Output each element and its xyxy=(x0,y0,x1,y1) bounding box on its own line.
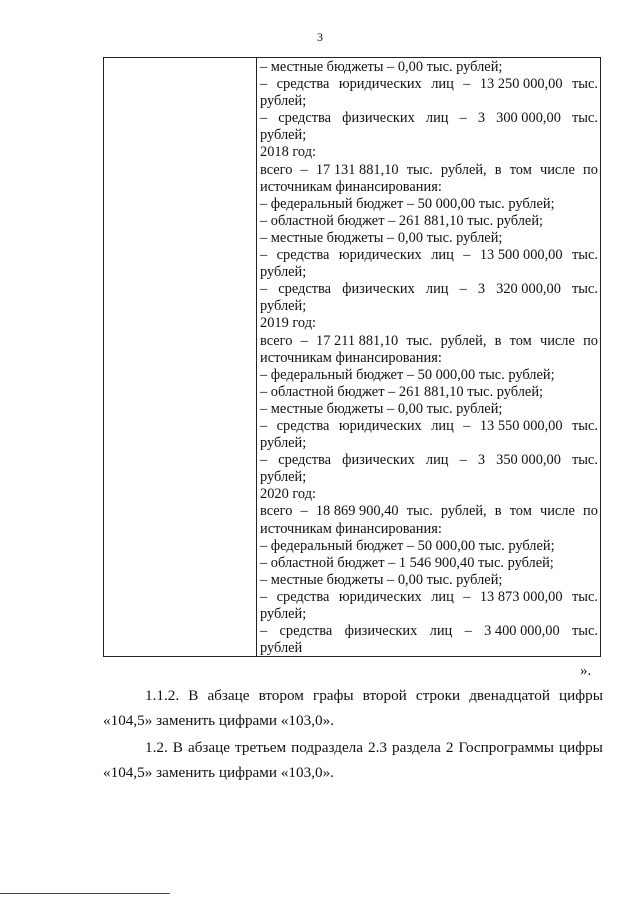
table-line: источникам финансирования: xyxy=(260,178,442,195)
table-line-word: всего xyxy=(260,503,293,520)
table-line: 2019 год: xyxy=(260,315,317,332)
paragraph-word: цифры xyxy=(559,687,603,704)
table-line: 2020 год: xyxy=(260,486,317,503)
table-line-word: средства xyxy=(279,623,333,640)
table-line-word: средства xyxy=(276,588,330,605)
table-line-word: – xyxy=(260,110,268,127)
table-line-word: числе xyxy=(539,503,575,520)
table-line-word: лиц xyxy=(429,623,453,640)
table-line-word: лиц xyxy=(431,417,454,434)
table-line: – местные бюджеты – 0,00 тыс. рублей; xyxy=(260,571,503,588)
table-line: – федеральный бюджет – 50 000,00 тыс. рублей; xyxy=(260,195,555,212)
paragraph-word: абзаце xyxy=(187,739,231,756)
table-line-word: – xyxy=(260,76,268,93)
table-line: рублей; xyxy=(260,435,307,452)
table-line-word: тыс. xyxy=(406,503,433,520)
paragraph-word: графы xyxy=(312,687,354,704)
paragraph-1-1-2 xyxy=(103,683,603,733)
paragraph-word: 2 xyxy=(445,739,454,756)
table-line-word: 18 869 900,40 xyxy=(315,503,399,520)
table-line-word: тыс. xyxy=(572,417,598,434)
table-line-word: тыс. xyxy=(571,110,598,127)
paragraph-word: втором xyxy=(258,687,304,704)
table-line-word: лиц xyxy=(431,76,454,93)
table-line-word: – xyxy=(260,281,268,298)
table-line-word: том xyxy=(509,161,532,178)
table-line-word: лиц xyxy=(431,247,454,264)
table-line-word: физических xyxy=(342,281,415,298)
table-line-word: тыс. xyxy=(572,247,598,264)
table-line-word: – xyxy=(300,332,308,349)
table-line: рублей; xyxy=(260,469,307,486)
paragraph-line-1 xyxy=(103,735,603,760)
table-line: рублей; xyxy=(260,264,307,281)
table-line-word: лиц xyxy=(431,588,454,605)
table-line-word: средства xyxy=(276,247,330,264)
table-line-word: – xyxy=(260,247,268,264)
table-line-word: – xyxy=(260,623,268,640)
paragraph-line-2: «104,5» заменить цифрами «103,0». xyxy=(103,712,334,729)
table-line xyxy=(260,333,598,350)
table-line-word: – xyxy=(459,110,467,127)
table-line-word: 17 131 881,10 xyxy=(315,161,399,178)
closing-quote: ». xyxy=(580,663,592,679)
table-line-word: лиц xyxy=(425,110,449,127)
table-line-word: том xyxy=(509,503,532,520)
paragraph-line-1 xyxy=(103,683,603,708)
table-line-word: рублей, xyxy=(440,161,487,178)
table-line-word: средства xyxy=(276,76,330,93)
paragraph-word: раздела xyxy=(392,739,441,756)
table-line xyxy=(260,281,598,298)
table-line-word: юридических xyxy=(338,588,422,605)
paragraph-word: третьем xyxy=(235,739,287,756)
table-line-word: юридических xyxy=(338,417,422,434)
table-line: рублей; xyxy=(260,93,307,110)
table-line-word: том xyxy=(509,332,532,349)
table-line-word: тыс. xyxy=(572,76,598,93)
table-line-word: средства xyxy=(276,417,330,434)
table-line: – местные бюджеты – 0,00 тыс. рублей; xyxy=(260,400,503,417)
table-line: – областной бюджет – 261 881,10 тыс. рублей; xyxy=(260,383,544,400)
table-line-word: по xyxy=(583,161,598,178)
table-line-word: рублей, xyxy=(440,503,487,520)
table-line-word: 3 xyxy=(477,452,486,469)
funding-table xyxy=(103,57,601,657)
table-line: источникам финансирования: xyxy=(260,520,442,537)
table-line-word: 13 873 000,00 xyxy=(479,588,563,605)
table-line-word: – xyxy=(459,452,467,469)
table-line: 2018 год: xyxy=(260,144,317,161)
paragraph-word: 2.3 xyxy=(368,739,387,756)
table-line-word: 13 500 000,00 xyxy=(479,247,563,264)
table-line-word: средства xyxy=(278,281,332,298)
table-line-word: физических xyxy=(342,452,415,469)
page-number: 3 xyxy=(317,30,323,44)
table-line-word: по xyxy=(583,332,598,349)
paragraph-line-2: «104,5» заменить цифрами «103,0». xyxy=(103,764,334,781)
table-line: – местные бюджеты – 0,00 тыс. рублей; xyxy=(260,59,503,75)
table-line-word: 17 211 881,10 xyxy=(316,332,399,349)
table-line: рублей; xyxy=(260,606,307,622)
table-line-word: – xyxy=(464,623,472,640)
table-line: – местные бюджеты – 0,00 тыс. рублей; xyxy=(260,229,503,246)
table-line: источникам финансирования: xyxy=(260,349,442,366)
table-line-word: – xyxy=(463,247,471,264)
paragraph-word: абзаце xyxy=(207,687,250,704)
table-line-word: – xyxy=(300,161,308,178)
paragraph-word: строки xyxy=(415,687,461,704)
table-line-word: тыс. xyxy=(406,161,433,178)
table-line-word: тыс. xyxy=(406,332,433,349)
table-line-word: 13 550 000,00 xyxy=(479,417,563,434)
table-line xyxy=(260,589,598,606)
table-line-word: юридических xyxy=(338,76,422,93)
table-line: рублей; xyxy=(260,298,307,315)
table-line xyxy=(260,503,598,520)
table-line-word: всего xyxy=(260,332,293,349)
paragraph-word: В xyxy=(172,739,183,756)
table-line-word: средства xyxy=(278,452,332,469)
paragraph-word: 1.2. xyxy=(145,739,168,756)
table-line-word: всего xyxy=(260,161,293,178)
table-line-word: 3 400 000,00 xyxy=(484,623,560,640)
table-line-word: в xyxy=(494,503,502,520)
table-line-word: – xyxy=(260,452,268,469)
table-line-word: – xyxy=(260,588,268,605)
paragraph-word: двенадцатой xyxy=(469,687,550,704)
table-line-word: числе xyxy=(539,332,575,349)
table-line-word: – xyxy=(463,588,471,605)
paragraph-word: Госпрограммы xyxy=(458,739,554,756)
table-line: рублей; xyxy=(260,127,307,144)
paragraph-word: цифры xyxy=(558,739,603,756)
table-line-word: юридических xyxy=(338,247,422,264)
table-line xyxy=(260,418,598,435)
table-line-word: – xyxy=(300,503,308,520)
table-line-word: – xyxy=(463,76,471,93)
table-line: – областной бюджет – 1 546 900,40 тыс. рублей; xyxy=(260,554,554,571)
table-line xyxy=(260,247,598,264)
table-right-column xyxy=(257,58,600,656)
table-line-word: – xyxy=(260,417,268,434)
table-line: – федеральный бюджет – 50 000,00 тыс. рублей; xyxy=(260,537,555,554)
table-line-word: тыс. xyxy=(571,623,598,640)
table-left-column xyxy=(104,58,257,656)
table-line-word: числе xyxy=(539,161,575,178)
paragraph-word: В xyxy=(188,687,199,704)
table-line-word: лиц xyxy=(425,452,449,469)
table-line: – областной бюджет – 261 881,10 тыс. рублей; xyxy=(260,212,544,229)
table-line-word: лиц xyxy=(425,281,449,298)
table-line-word: тыс. xyxy=(571,452,598,469)
table-line-word: тыс. xyxy=(571,281,598,298)
table-line-word: 3 xyxy=(477,281,486,298)
table-line-word: по xyxy=(583,503,598,520)
table-line-word: средства xyxy=(278,110,332,127)
table-line-word: в xyxy=(494,161,502,178)
paragraph-word: подраздела xyxy=(291,739,363,756)
paragraph-1-2 xyxy=(103,735,603,785)
table-line xyxy=(260,452,598,469)
table-line-word: физических xyxy=(344,623,418,640)
table-line-word: физических xyxy=(342,110,415,127)
table-line-word: – xyxy=(459,281,467,298)
table-line xyxy=(260,76,598,93)
footer-rule xyxy=(0,893,170,894)
table-line-word: тыс. xyxy=(572,588,598,605)
table-line-word: 300 000,00 xyxy=(496,110,561,127)
table-line xyxy=(260,162,598,179)
table-line xyxy=(260,110,598,127)
table-line-word: – xyxy=(463,417,471,434)
table-line-word: 13 250 000,00 xyxy=(479,76,563,93)
table-line-word: 350 000,00 xyxy=(496,452,561,469)
table-line-word: 3 xyxy=(477,110,486,127)
table-line-word: в xyxy=(494,332,502,349)
table-line-word: рублей, xyxy=(440,332,487,349)
paragraph-word: второй xyxy=(362,687,407,704)
table-line: рублей xyxy=(260,640,303,657)
table-line: – федеральный бюджет – 50 000,00 тыс. рублей; xyxy=(260,366,555,383)
paragraph-word: 1.1.2. xyxy=(145,687,180,704)
table-line xyxy=(260,623,598,640)
table-line-word: 320 000,00 xyxy=(496,281,561,298)
